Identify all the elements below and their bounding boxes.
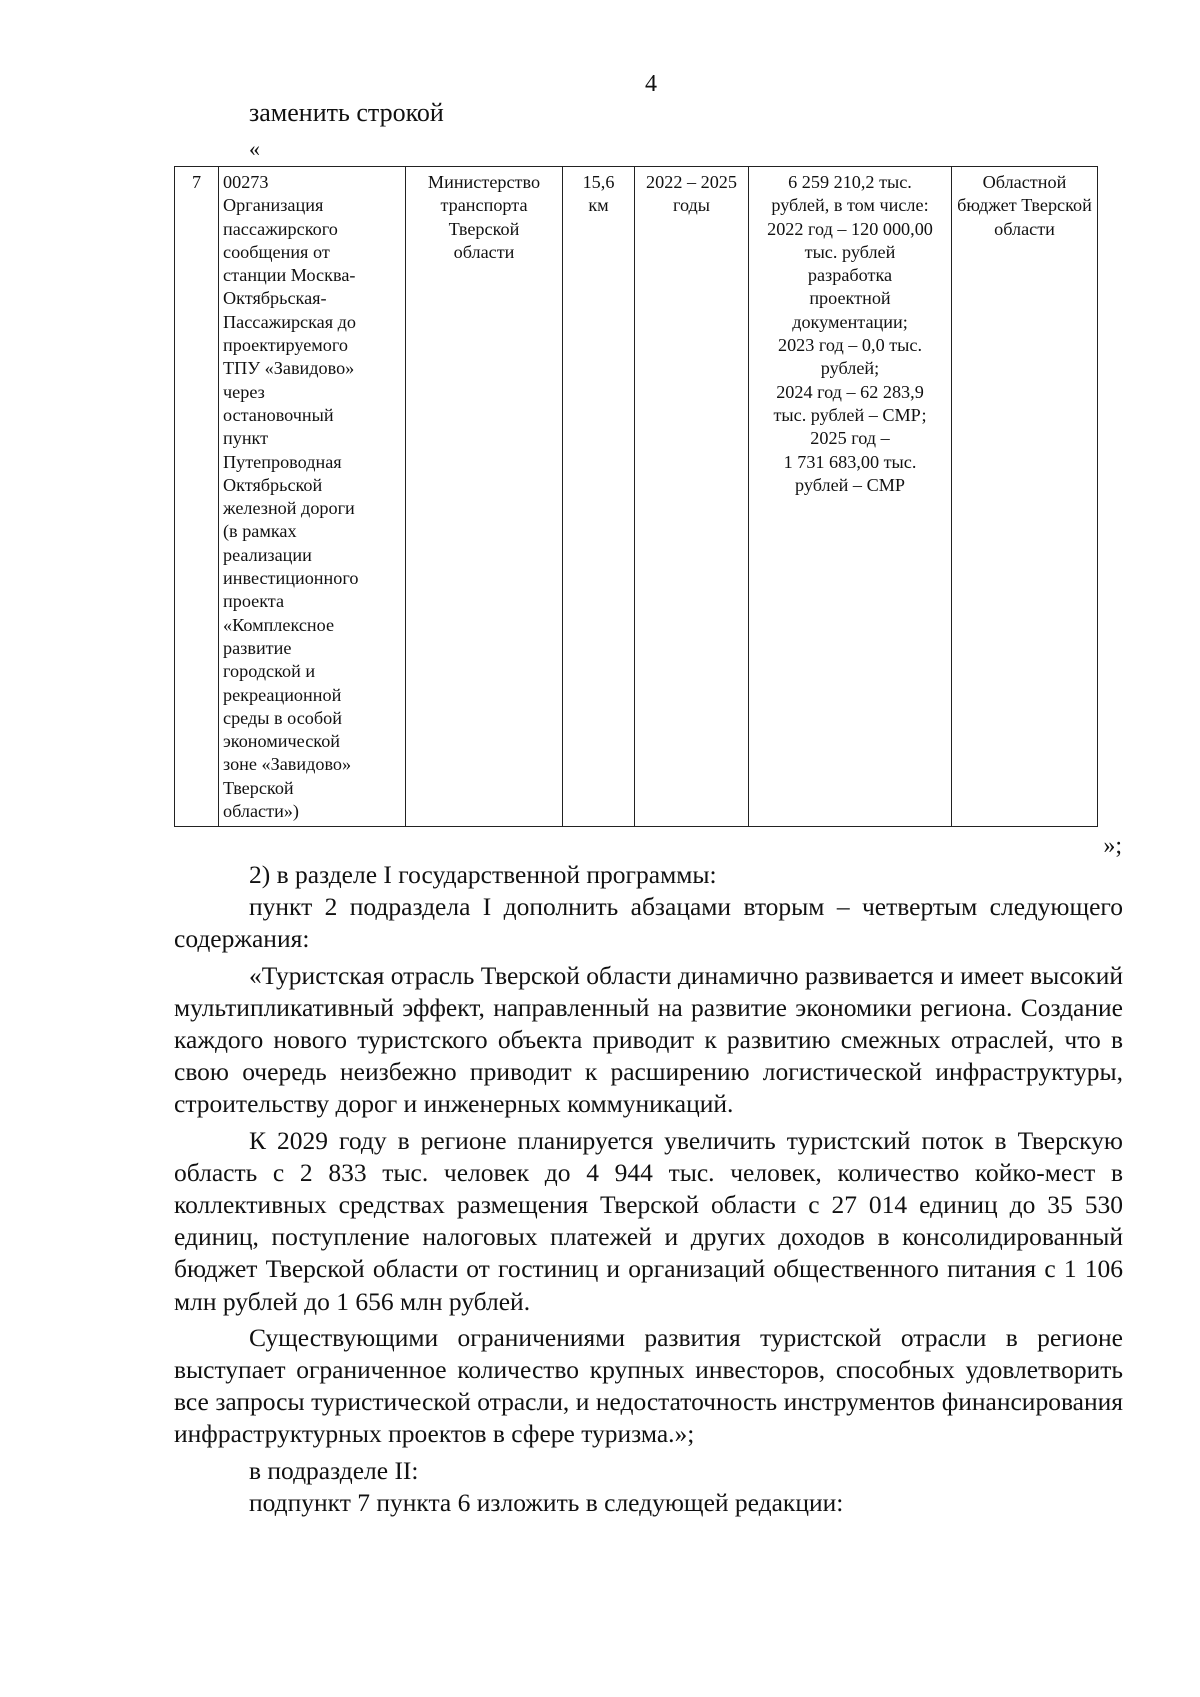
cell-funding-source [952, 167, 1098, 827]
cell-line: железной дороги [223, 498, 355, 519]
cell-line: рублей, в том числе: [771, 195, 929, 216]
ministry-lines [410, 171, 558, 264]
close-quote: »; [1103, 833, 1122, 859]
funding-source-lines [956, 171, 1093, 241]
cell-line: области [453, 241, 515, 262]
event-name-lines [223, 194, 401, 823]
cell-line: 2023 год – 0,0 тыс. [777, 335, 922, 356]
cell-line: км [588, 195, 609, 216]
cell-line: реализации [223, 544, 312, 565]
cell-line: Министерство [427, 172, 541, 192]
cell-line: тыс. рублей – СМР; [773, 404, 927, 425]
cell-ministry [406, 167, 563, 827]
cell-line: Тверской [223, 777, 294, 798]
cell-line: ТПУ «Завидово» [223, 358, 355, 379]
cell-line: сообщения от [223, 241, 330, 262]
paragraph-subsection-ii: в подразделе II: [249, 1455, 419, 1485]
cell-line: Пассажирская до [223, 311, 357, 332]
cell-line: бюджет Тверской [957, 195, 1092, 216]
cell-line: тыс. рублей [804, 241, 896, 262]
cell-line: области») [223, 801, 299, 822]
cell-line: 6 259 210,2 тыс. [788, 172, 912, 192]
cell-line: 2024 год – 62 283,9 [776, 381, 924, 402]
cell-line: Октябрьской [223, 474, 323, 495]
cell-line: инвестиционного [223, 568, 359, 589]
paragraph-add-abzacy: пункт 2 подраздела I дополнить абзацами вторым – четвертым следующего содержания: [174, 892, 1123, 954]
cell-line: Путепроводная [223, 451, 342, 472]
cell-line: рекреационной [223, 684, 342, 705]
period-lines [639, 171, 744, 218]
program-item-table [174, 166, 1098, 827]
cell-line: через [223, 381, 265, 402]
cell-line: проектируемого [223, 335, 348, 356]
cell-row-number [175, 167, 219, 827]
cell-line: развитие [223, 637, 292, 658]
cell-line: проекта [223, 591, 285, 612]
cell-line: пассажирского [223, 218, 338, 239]
paragraph-subpoint-7: подпункт 7 пункта 6 изложить в следующей редакции: [249, 1487, 844, 1517]
cell-line: Областной [982, 172, 1067, 192]
cell-line: городской и [223, 661, 316, 682]
cell-line: 2022 – 2025 [646, 172, 737, 192]
paragraph-limitations: Существующими ограничениями развития туристской отрасли в регионе выступает ограниченное количество крупных инвесторов, способных удовлетворить все запросы туристической отрасли, и недостаточность инструментов финансирования инфраструктурных проектов в сфере туризма.»; [174, 1322, 1123, 1449]
cell-length [563, 167, 635, 827]
cell-line: остановочный [223, 404, 334, 425]
cell-line: зоне «Завидово» [223, 754, 352, 775]
replace-label: заменить строкой [249, 98, 444, 127]
cell-line: 2025 год – [810, 428, 890, 449]
cell-line: Октябрьская- [223, 288, 327, 309]
paragraph-tourism-industry: «Туристская отрасль Тверской области динамично развивается и имеет высокий мультипликативный эффект, направленный на развитие экономики региона. Создание каждого нового туристского объекта приводит к развитию смежных отраслей, что в свою очередь неизбежно приводит к расширению логистической инфраструктуры, строительству дорог и инженерных коммуникаций. [174, 960, 1123, 1119]
cell-line: рублей; [820, 358, 880, 379]
cell-event-name [219, 167, 406, 827]
cell-line: годы [672, 195, 711, 216]
funding-lines [753, 171, 947, 497]
body-text [174, 859, 1123, 1519]
cell-line: Тверской [448, 218, 520, 239]
cell-line: проектной [809, 288, 891, 309]
cell-line: 1 731 683,00 тыс. [783, 451, 917, 472]
row-number: 7 [191, 172, 202, 192]
cell-line: станции Москва- [223, 265, 356, 286]
cell-line: 15,6 [582, 172, 615, 192]
paragraph-2029-targets: К 2029 году в регионе планируется увеличить туристский поток в Тверскую область с 2 833 тыс. человек до 4 944 тыс. человек, количество койко-мест в коллективных средствах размещения Тверской области с 27 014 единиц до 35 530 единиц, поступление налоговых платежей и других доходов в консолидированный бюджет Тверской области от гостиниц и организаций общественного питания с 1 106 млн рублей до 1 656 млн рублей. [174, 1125, 1123, 1316]
cell-line: транспорта [440, 195, 528, 216]
cell-line: экономической [223, 731, 341, 752]
table-row [175, 167, 1098, 827]
length-lines [567, 171, 630, 218]
cell-line: рублей – СМР [795, 474, 905, 495]
cell-line: пункт [223, 428, 269, 449]
cell-line: «Комплексное [223, 614, 335, 635]
page-number: 4 [645, 71, 657, 97]
event-code: 00273 [223, 172, 269, 192]
cell-period [635, 167, 749, 827]
cell-line: разработка [807, 265, 893, 286]
cell-line: 2022 год – 120 000,00 [767, 218, 933, 239]
open-quote: « [249, 136, 260, 161]
cell-funding [749, 167, 952, 827]
cell-line: (в рамках [223, 521, 297, 542]
cell-line: области [994, 218, 1055, 239]
paragraph-section-i: 2) в разделе I государственной программы: [249, 860, 717, 889]
cell-line: Организация [223, 195, 324, 216]
cell-line: документации; [792, 311, 908, 332]
cell-line: среды в особой [223, 707, 342, 728]
